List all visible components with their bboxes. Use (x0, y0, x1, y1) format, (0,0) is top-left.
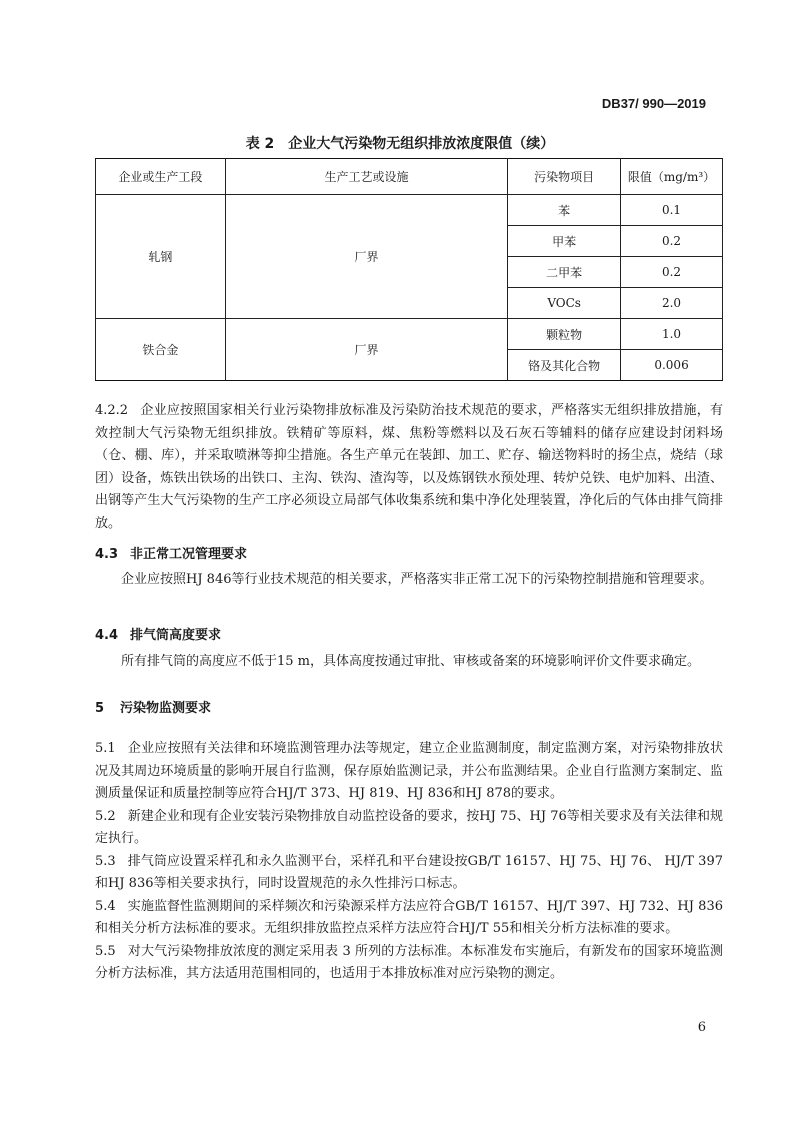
col-header-process: 生产工艺或设施 (225, 159, 507, 195)
clause-text: 对大气污染物排放浓度的测定采用表 3 所列的方法标准。本标准发布实施后，有新发布的国家环境监测分析方法标准，其方法适用范围相同的，也适用于本排放标准对应污染物的测定。 (95, 943, 723, 981)
table-row (96, 319, 723, 350)
clause-5-5 (95, 941, 723, 986)
pollutant-cell: 铬及其化合物 (508, 350, 621, 381)
section-cell: 轧钢 (96, 195, 226, 319)
limit-cell: 1.0 (621, 319, 723, 350)
clause-text: 排气筒应设置采样孔和永久监测平台，采样孔和平台建设按GB/T 16157、HJ 75、HJ 76、 HJ/T 397和HJ 836等相关要求执行，同时设置规范的永久性排污口标志。 (95, 853, 723, 891)
section-title: 排气筒高度要求 (130, 628, 222, 643)
limit-cell: 2.0 (621, 288, 723, 319)
clause-number: 5.3 (95, 853, 116, 869)
section-cell: 铁合金 (96, 319, 226, 381)
clause-text: 实施监督性监测期间的采样频次和污染源采样方法应符合GB/T 16157、HJ/T 397、HJ 732、HJ 836和相关分析方法标准的要求。无组织排放监控点采样方法应符合HJ/T 55和相关分析方法标准的要求。 (95, 898, 723, 936)
limit-cell: 0.006 (621, 350, 723, 381)
section-heading-4-4 (95, 624, 221, 643)
limit-cell: 0.2 (621, 257, 723, 288)
section-title: 污染物监测要求 (120, 701, 212, 716)
clause-5-4 (95, 896, 723, 941)
doc-code: DB37/ 990—2019 (601, 96, 706, 111)
process-cell: 厂界 (225, 319, 507, 381)
section-title: 非正常工况管理要求 (130, 547, 248, 562)
pollutant-cell: 二甲苯 (508, 257, 621, 288)
section-number: 5 (95, 701, 105, 716)
paragraph-4-3: 企业应按照HJ 846等行业技术规范的相关要求，严格落实非正常工况下的污染物控制措施和管理要求。 (121, 572, 713, 587)
clause-number: 4.2.2 (95, 403, 129, 418)
clause-number: 5.1 (95, 741, 116, 756)
section-number: 4.4 (95, 628, 119, 643)
process-cell: 厂界 (225, 195, 507, 319)
page-number: 6 (697, 1020, 706, 1035)
clauses-5 (95, 738, 723, 986)
clause-5-3 (95, 851, 723, 896)
pollutant-cell: 颗粒物 (508, 319, 621, 350)
clause-4-2-2 (95, 400, 723, 535)
section-number: 4.3 (95, 547, 119, 562)
pollutant-cell: VOCs (508, 288, 621, 319)
clause-number: 5.2 (95, 808, 116, 824)
emission-limit-table (95, 158, 723, 381)
clause-text: 新建企业和现有企业安装污染物排放自动监控设备的要求，按HJ 75、HJ 76等相关要求及有关法律和规定执行。 (95, 808, 723, 846)
paragraph-4-4: 所有排气筒的高度应不低于15 m，具体高度按通过审批、审核或备案的环境影响评价文件要求确定。 (121, 654, 701, 669)
clause-text: 企业应按照国家相关行业污染物排放标准及污染防治技术规范的要求，严格落实无组织排放措施，有效控制大气污染物无组织排放。铁精矿等原料，煤、焦粉等燃料以及石灰石等辅料的储存应建设封闭料场（仓、棚、库），并采取喷淋等抑尘措施。各生产单元在装卸、加工、贮存、输送物料时的扬尘点，烧结（球团）设备，炼铁出铁场的出铁口、主沟、铁沟、渣沟等，以及炼钢铁水预处理、转炉兑铁、电炉加料、出渣、出钢等产生大气污染物的生产工序必须设立局部气体收集系统和集中净化处理装置，净化后的气体由排气筒排放。 (95, 403, 723, 531)
pollutant-cell: 甲苯 (508, 226, 621, 257)
table-title: 表 2 企业大气污染物无组织排放浓度限值（续） (245, 136, 555, 152)
pollutant-cell: 苯 (508, 195, 621, 226)
clause-text: 企业应按照有关法律和环境监测管理办法等规定，建立企业监测制度，制定监测方案，对污染物排放状况及其周边环境质量的影响开展自行监测，保存原始监测记录，并公布监测结果。企业自行监测方案制定、监测质量保证和质量控制等应符合HJ/T 373、HJ 819、HJ 836和HJ 878的要求。 (95, 741, 723, 801)
limit-cell: 0.1 (621, 195, 723, 226)
col-header-pollutant: 污染物项目 (508, 159, 621, 195)
col-header-section: 企业或生产工段 (96, 159, 226, 195)
section-heading-4-3 (95, 543, 247, 562)
limit-cell: 0.2 (621, 226, 723, 257)
clause-number: 5.4 (95, 898, 116, 914)
clause-5-1 (95, 738, 723, 806)
clause-number: 5.5 (95, 943, 116, 959)
section-heading-5 (95, 697, 211, 716)
clause-5-2 (95, 806, 723, 851)
table-header-row (96, 159, 723, 195)
col-header-limit: 限值（mg/m³） (621, 159, 723, 195)
table-row (96, 195, 723, 226)
